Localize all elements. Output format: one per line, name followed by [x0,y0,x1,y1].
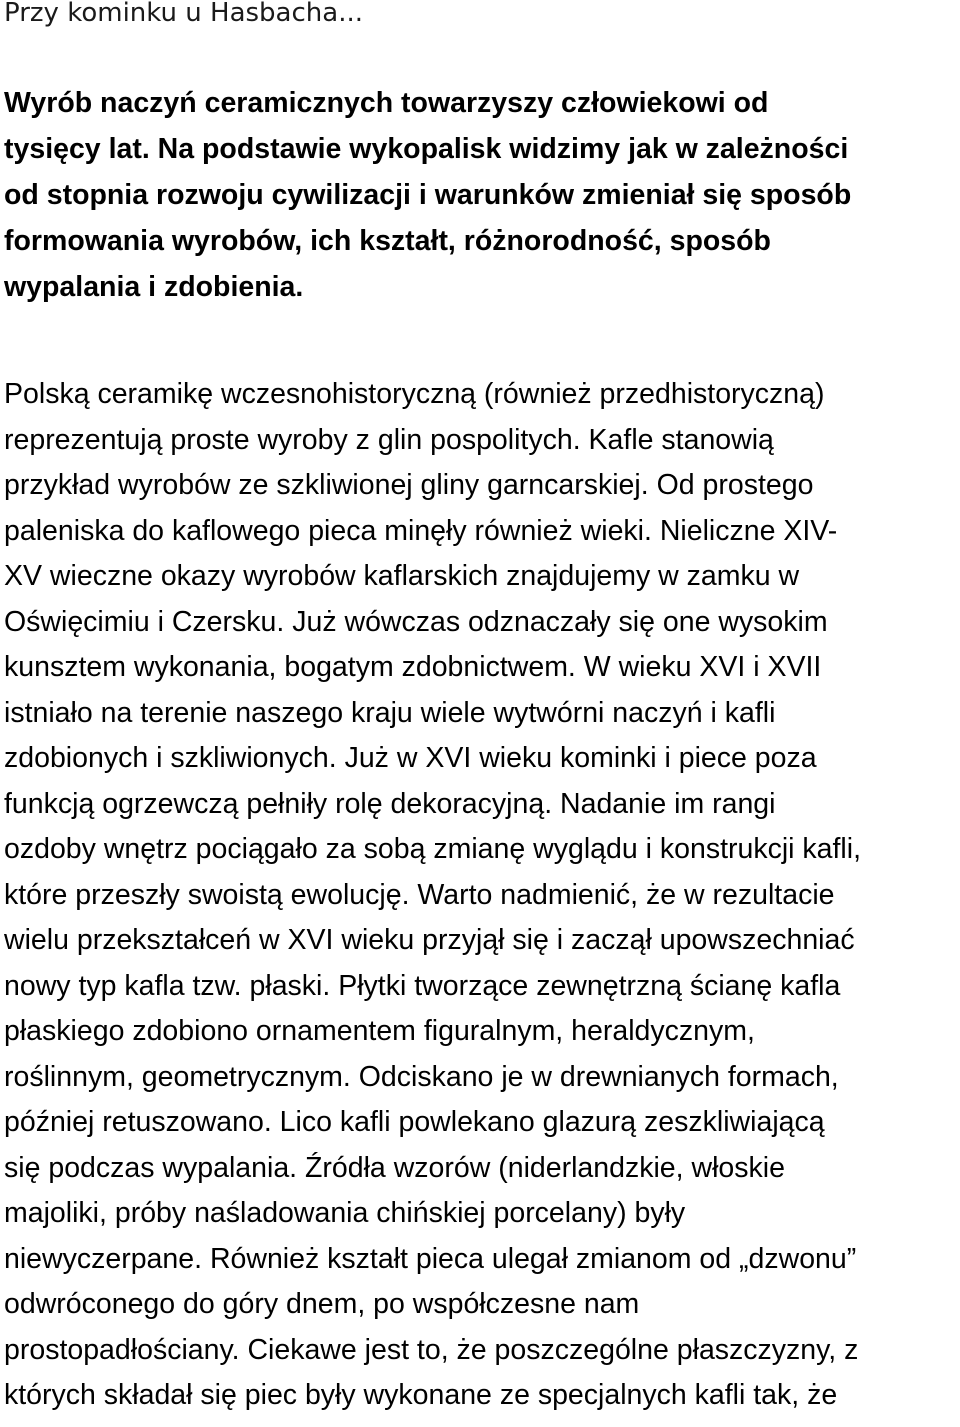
body-line: prostopadłościany. Ciekawe jest to, że poszczególne płaszczyzny, z [4,1333,859,1366]
body-line: Oświęcimiu i Czersku. Już wówczas odznaczały się one wysokim [4,605,828,638]
body-line: Polską ceramikę wczesnohistoryczną (również przedhistoryczną) [4,378,825,410]
body-line: przykład wyrobów ze szkliwionej gliny garncarskiej. Od prostego [4,469,814,501]
body-line: później retuszowano. Lico kafli powlekano glazurą zeszkliwiającą [4,1106,825,1138]
body-line: XV wieczne okazy wyrobów kaflarskich znajdujemy w zamku w [4,560,800,592]
body-line: się podczas wypalania. Źródła wzorów (niderlandzkie, włoskie [4,1151,785,1184]
body-line: paleniska do kaflowego pieca minęły również wieki. Nieliczne XIV- [4,514,838,547]
page-title: Przy kominku u Hasbacha... [4,0,363,28]
body-line: niewyczerpane. Również kształt pieca ulegał zmianom od „dzwonu” [4,1242,857,1275]
lead-line: Wyrób naczyń ceramicznych towarzyszy człowiekowi od [4,87,769,119]
body-line: nowy typ kafla tzw. płaski. Płytki tworzące zewnętrzną ścianę kafla [4,969,841,1002]
lead-line: wypalania i zdobienia. [4,271,304,303]
lead-line: od stopnia rozwoju cywilizacji i warunków zmieniał się sposób [4,179,852,211]
lead-line: tysięcy lat. Na podstawie wykopalisk widzimy jak w zależności [4,133,849,165]
body-paragraph [4,372,956,1419]
lead-paragraph [4,80,956,310]
body-line: reprezentują proste wyroby z glin pospolitych. Kafle stanowią [4,423,774,456]
body-line: które przeszły swoistą ewolucję. Warto nadmienić, że w rezultacie [4,878,835,911]
body-line: majoliki, próby naśladowania chińskiej porcelany) były [4,1197,686,1229]
body-line: zdobionych i szkliwionych. Już w XVI wieku kominki i piece poza [4,742,817,774]
body-line: istniało na terenie naszego kraju wiele wytwórni naczyń i kafli [4,696,776,729]
lead-line: formowania wyrobów, ich kształt, różnorodność, sposób [4,225,771,257]
body-line: odwróconego do góry dnem, po współczesne nam [4,1288,640,1320]
body-line: których składał się piec były wykonane ze specjalnych kafli tak, że [4,1379,838,1411]
body-line: roślinnym, geometrycznym. Odciskano je w drewnianych formach, [4,1060,839,1093]
body-line: płaskiego zdobiono ornamentem figuralnym, heraldycznym, [4,1015,755,1047]
body-line: funkcją ogrzewczą pełniły rolę dekoracyjną. Nadanie im rangi [4,787,776,820]
body-line: ozdoby wnętrz pociągało za sobą zmianę wyglądu i konstrukcji kafli, [4,833,862,865]
body-line: wielu przekształceń w XVI wieku przyjął się i zaczął upowszechniać [4,924,855,956]
body-line: kunsztem wykonania, bogatym zdobnictwem. W wieku XVI i XVII [4,651,822,683]
